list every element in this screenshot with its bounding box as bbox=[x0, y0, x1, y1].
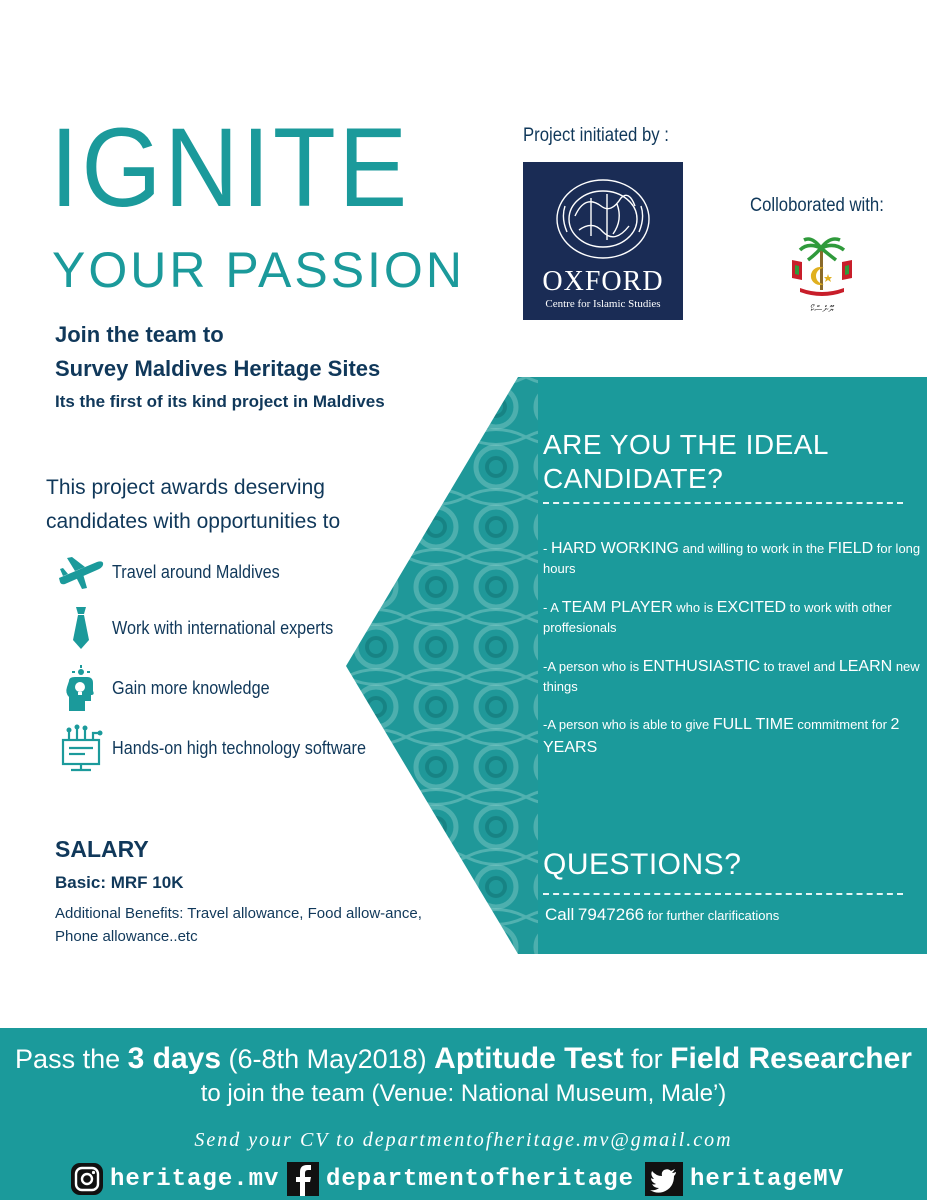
dashed-divider bbox=[543, 502, 903, 504]
oxford-logo bbox=[523, 162, 683, 320]
instagram-handle[interactable]: heritage.mv bbox=[70, 1160, 279, 1198]
airplane-icon bbox=[56, 550, 106, 594]
phone-number: 7947266 bbox=[577, 905, 645, 924]
venue-line: to join the team (Venue: National Museum, Male’) bbox=[200, 1080, 727, 1107]
benefit-experts bbox=[56, 608, 358, 648]
maldives-emblem-icon bbox=[786, 234, 858, 318]
necktie-icon bbox=[56, 606, 106, 650]
criterion-4: -A person who is able to give FULL TIME commitment for 2 YEARS bbox=[543, 716, 900, 757]
headline-your-passion: YOUR PASSION bbox=[52, 242, 465, 298]
cv-email-line[interactable]: Send your CV to departmentofheritage.mv@gmail.com bbox=[194, 1129, 733, 1151]
benefit-label: Travel around Maldives bbox=[112, 561, 280, 582]
facebook-handle[interactable]: departmentofheritage bbox=[286, 1160, 634, 1198]
headline-ignite: IGNITE bbox=[50, 105, 411, 230]
instagram-icon bbox=[70, 1162, 104, 1196]
oxford-subtitle: Centre for Islamic Studies bbox=[545, 298, 661, 310]
oxford-wordmark: OXFORD bbox=[542, 266, 664, 297]
twitter-handle[interactable]: heritageMV bbox=[644, 1160, 844, 1198]
monitor-circuit-icon bbox=[56, 726, 106, 770]
salary-additional-benefits: Additional Benefits: Travel allowance, Food allow-ance, Phone allowance..etc bbox=[55, 905, 422, 946]
intro-line-1: Join the team to bbox=[55, 322, 224, 347]
criterion-3: -A person who is ENTHUSIASTIC to travel and LEARN new things bbox=[543, 658, 920, 695]
criterion-1: - HARD WORKING and willing to work in the FIELD for long hours bbox=[543, 540, 921, 577]
aptitude-test-line: Pass the 3 days (6-8th May2018) Aptitude Test for Field Researcher bbox=[15, 1042, 912, 1075]
salary-title: SALARY bbox=[55, 836, 149, 862]
head-lightbulb-icon bbox=[56, 666, 106, 710]
benefit-label: Gain more knowledge bbox=[112, 677, 270, 698]
svg-text:ޔޫނެސްކޯ: ޔޫނެސްކޯ bbox=[810, 305, 834, 315]
awards-intro-line-1: This project awards deserving bbox=[46, 476, 325, 499]
benefit-knowledge bbox=[56, 668, 287, 708]
criterion-2: - A TEAM PLAYER who is EXCITED to work with other proffesionals bbox=[543, 599, 892, 636]
salary-basic: Basic: MRF 10K bbox=[55, 873, 184, 892]
call-line: Call 7947266 for further clarifications bbox=[545, 905, 780, 924]
intro-line-2: Survey Maldives Heritage Sites bbox=[55, 356, 381, 381]
facebook-icon bbox=[286, 1161, 320, 1197]
benefit-label: Work with international experts bbox=[112, 617, 334, 638]
awards-intro-line-2: candidates with opportunities to bbox=[46, 510, 341, 533]
calligraphy-seal-icon bbox=[551, 176, 655, 262]
benefit-technology bbox=[56, 728, 394, 768]
candidate-title: ARE YOU THE IDEAL CANDIDATE? bbox=[543, 429, 828, 494]
intro-line-3: Its the first of its kind project in Maldives bbox=[55, 392, 385, 411]
benefit-travel bbox=[56, 552, 298, 592]
twitter-icon bbox=[644, 1161, 684, 1197]
carved-stone-texture bbox=[346, 377, 538, 954]
dashed-divider bbox=[543, 893, 903, 895]
collaborated-label: Colloborated with: bbox=[750, 195, 884, 216]
benefit-label: Hands-on high technology software bbox=[112, 737, 366, 758]
project-initiated-label: Project initiated by : bbox=[523, 125, 669, 146]
questions-title: QUESTIONS? bbox=[543, 848, 742, 881]
